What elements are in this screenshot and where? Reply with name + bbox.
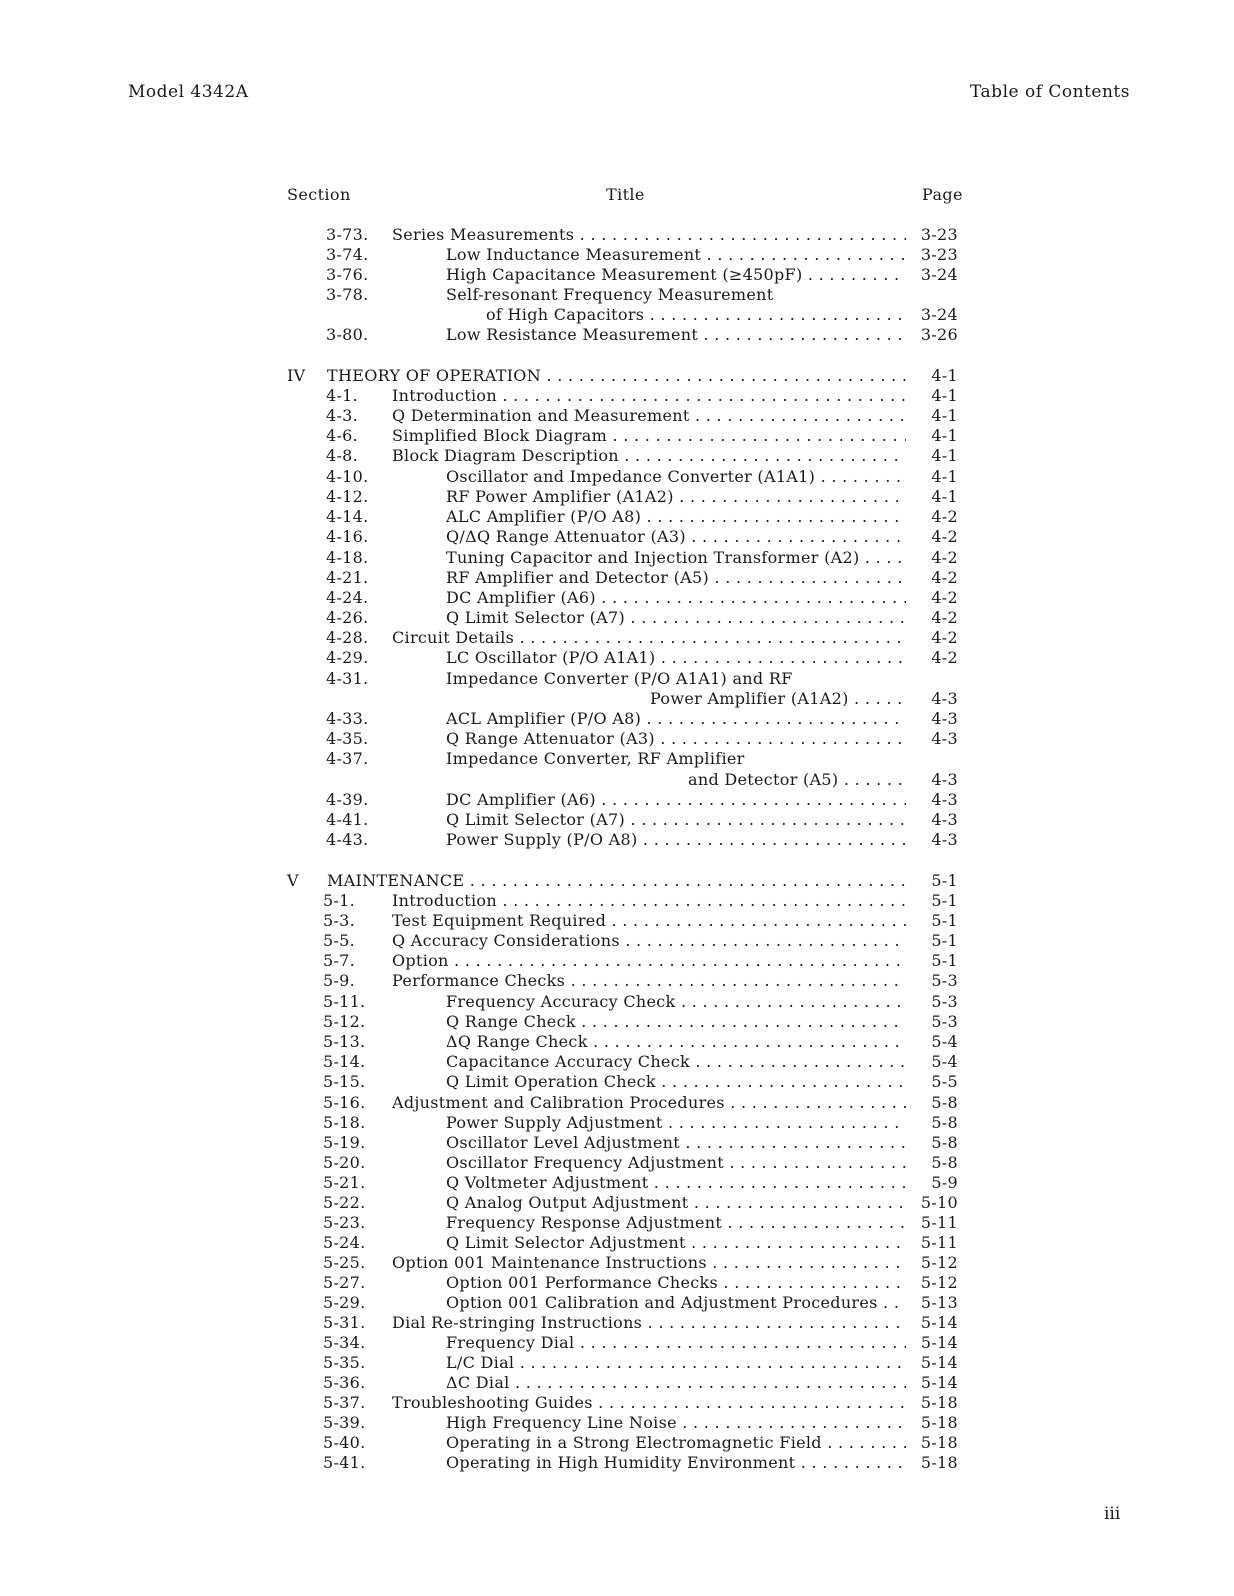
toc-entry-page: 4-2	[931, 527, 958, 546]
toc-entry	[0, 1413, 1234, 1433]
toc-entry-title: Q Voltmeter Adjustment . . .	[446, 1173, 906, 1193]
toc-entry	[0, 749, 1234, 769]
toc-entry-section-roman: IV	[287, 366, 306, 385]
toc-entry-title: Self-resonant Frequency Measurement	[446, 285, 774, 304]
toc-entry	[0, 507, 1234, 527]
toc-entry	[0, 931, 1234, 951]
toc-entry-number: 4-8.	[326, 446, 359, 465]
document-model-header: Model 4342A	[128, 82, 249, 102]
toc-entry-page: 5-12	[920, 1253, 958, 1272]
toc-entry-page: 5-14	[920, 1353, 958, 1372]
toc-entry-number: 5-11.	[323, 992, 366, 1011]
toc-entry	[0, 1293, 1234, 1313]
toc-entry-title: Q Range Attenuator (A3) . . .	[446, 729, 906, 749]
toc-entry	[0, 446, 1234, 466]
toc-entry-title: Series Measurements . . .	[392, 225, 906, 245]
toc-entry-page: 5-14	[920, 1313, 958, 1332]
toc-entry	[0, 1133, 1234, 1153]
toc-entry	[0, 992, 1234, 1012]
toc-entry-page: 4-2	[931, 588, 958, 607]
toc-entry	[0, 648, 1234, 668]
toc-entry-number: 5-22.	[323, 1193, 366, 1212]
toc-entry	[0, 770, 1234, 790]
toc-entry-page: 4-3	[931, 689, 958, 708]
toc-entry-page: 5-10	[920, 1193, 958, 1212]
toc-entry	[0, 951, 1234, 971]
toc-entry	[0, 1273, 1234, 1293]
toc-entry-number: 4-14.	[326, 507, 369, 526]
toc-entry-title: Q Limit Selector (A7) . . .	[446, 608, 906, 628]
toc-entry-page: 4-1	[931, 426, 958, 445]
toc-entry-number: 5-25.	[323, 1253, 366, 1272]
toc-entry-title: Simplified Block Diagram . . .	[392, 426, 906, 446]
toc-entry-page: 5-1	[931, 891, 958, 910]
toc-entry-page: 4-3	[931, 790, 958, 809]
toc-entry-title: Frequency Dial . . .	[446, 1333, 906, 1353]
toc-entry-number: 5-5.	[323, 931, 356, 950]
toc-entry-title: Low Resistance Measurement . . .	[446, 325, 906, 345]
toc-entry-number: 5-24.	[323, 1233, 366, 1252]
toc-entry	[0, 790, 1234, 810]
toc-entry-page: 5-18	[920, 1453, 958, 1472]
toc-entry-title: RF Amplifier and Detector (A5) . . .	[446, 568, 906, 588]
toc-entry-page: 5-8	[931, 1133, 958, 1152]
toc-entry-number: 5-3.	[323, 911, 356, 930]
toc-entry	[0, 1353, 1234, 1373]
toc-entry-title: Q Determination and Measurement . . .	[392, 406, 906, 426]
toc-entry-title: Adjustment and Calibration Procedures . . .	[392, 1093, 906, 1113]
toc-entry-number: 4-12.	[326, 487, 369, 506]
toc-entry	[0, 1173, 1234, 1193]
toc-entry-page: 5-11	[920, 1213, 958, 1232]
toc-entry-page: 4-2	[931, 648, 958, 667]
toc-entry	[0, 245, 1234, 265]
toc-entry	[0, 1032, 1234, 1052]
toc-entry-title: Frequency Response Adjustment . . .	[446, 1213, 906, 1233]
toc-entry-page: 5-1	[931, 931, 958, 950]
toc-entry-page: 5-4	[931, 1032, 958, 1051]
toc-entry	[0, 548, 1234, 568]
toc-entry-page: 3-23	[920, 225, 958, 244]
document-section-header: Table of Contents	[970, 82, 1130, 102]
toc-entry-title: Operating in High Humidity Environment . . .	[446, 1453, 906, 1473]
toc-entry-number: 4-18.	[326, 548, 369, 567]
toc-entry-page: 5-1	[931, 871, 958, 890]
toc-entry-title: Operating in a Strong Electromagnetic Field . . .	[446, 1433, 906, 1453]
toc-entry-page: 4-3	[931, 830, 958, 849]
toc-entry-number: 5-12.	[323, 1012, 366, 1031]
toc-entry	[0, 669, 1234, 689]
toc-entry	[0, 285, 1234, 305]
toc-entry	[0, 911, 1234, 931]
toc-entry-number: 4-35.	[326, 729, 369, 748]
toc-entry	[0, 366, 1234, 386]
toc-entry-title: THEORY OF OPERATION . . .	[327, 366, 906, 386]
toc-entry-page: 5-1	[931, 951, 958, 970]
toc-entry-page: 5-18	[920, 1433, 958, 1452]
toc-entry	[0, 689, 1234, 709]
toc-entry	[0, 628, 1234, 648]
toc-entry-title: LC Oscillator (P/O A1A1) . . .	[446, 648, 906, 668]
toc-entry-number: 5-41.	[323, 1453, 366, 1472]
toc-entry-title: Impedance Converter, RF Amplifier	[446, 749, 745, 768]
toc-entry	[0, 1453, 1234, 1473]
toc-entry-title: ACL Amplifier (P/O A8) . . .	[446, 709, 906, 729]
toc-entry	[0, 467, 1234, 487]
toc-entry	[0, 830, 1234, 850]
toc-entry	[0, 1093, 1234, 1113]
toc-entry-number: 4-10.	[326, 467, 369, 486]
toc-entry	[0, 305, 1234, 325]
page-number: iii	[1104, 1504, 1121, 1524]
toc-entry-number: 4-1.	[326, 386, 359, 405]
toc-entry-title: Frequency Accuracy Check . . .	[446, 992, 906, 1012]
toc-entry	[0, 729, 1234, 749]
toc-entry-number: 5-23.	[323, 1213, 366, 1232]
toc-entry-page: 3-23	[920, 245, 958, 264]
toc-entry-title: Q Limit Selector Adjustment . . .	[446, 1233, 906, 1253]
toc-entry-title: Q Accuracy Considerations . . .	[392, 931, 906, 951]
toc-entry	[0, 588, 1234, 608]
toc-entry-page: 4-2	[931, 608, 958, 627]
toc-entry	[0, 1233, 1234, 1253]
toc-entry-section-roman: V	[287, 871, 299, 890]
toc-entry-title: Introduction . . .	[392, 386, 906, 406]
toc-entry-title: Troubleshooting Guides . . .	[392, 1393, 906, 1413]
toc-entry-title: High Frequency Line Noise . . .	[446, 1413, 906, 1433]
toc-entry	[0, 1393, 1234, 1413]
toc-entry-title: L/C Dial . . .	[446, 1353, 906, 1373]
toc-entry-title: ΔC Dial . . .	[446, 1373, 906, 1393]
toc-entry-number: 5-9.	[323, 971, 356, 990]
toc-entry	[0, 1193, 1234, 1213]
toc-entry-number: 5-13.	[323, 1032, 366, 1051]
toc-entry	[0, 527, 1234, 547]
toc-entry-page: 5-4	[931, 1052, 958, 1071]
toc-entry-title: RF Power Amplifier (A1A2) . . .	[446, 487, 906, 507]
toc-entry-page: 5-1	[931, 911, 958, 930]
toc-entry-number: 5-20.	[323, 1153, 366, 1172]
toc-entry-title: Q/ΔQ Range Attenuator (A3) . . .	[446, 527, 906, 547]
toc-entry-number: 5-21.	[323, 1173, 366, 1192]
toc-entry-number: 5-27.	[323, 1273, 366, 1292]
column-header-section: Section	[287, 185, 351, 204]
toc-entry-page: 4-1	[931, 467, 958, 486]
toc-entry-number: 5-40.	[323, 1433, 366, 1452]
toc-entry-title: Introduction . . .	[392, 891, 906, 911]
toc-entry-page: 5-11	[920, 1233, 958, 1252]
toc-entry-number: 3-78.	[326, 285, 369, 304]
toc-entry-number: 3-74.	[326, 245, 369, 264]
column-header-page: Page	[922, 185, 963, 204]
toc-entry-page: 4-3	[931, 770, 958, 789]
toc-entry-page: 5-8	[931, 1153, 958, 1172]
toc-entry	[0, 1313, 1234, 1333]
toc-entry	[0, 871, 1234, 891]
toc-entry	[0, 971, 1234, 991]
toc-entry-title: Oscillator Frequency Adjustment . . .	[446, 1153, 906, 1173]
toc-entry-page: 5-18	[920, 1413, 958, 1432]
toc-entry-title: Tuning Capacitor and Injection Transformer (A2) . . .	[446, 548, 906, 568]
toc-entry-title: Option 001 Calibration and Adjustment Procedures . . .	[446, 1293, 906, 1313]
toc-entry	[0, 891, 1234, 911]
toc-entry-page: 5-3	[931, 1012, 958, 1031]
toc-entry	[0, 810, 1234, 830]
toc-entry-title: Q Analog Output Adjustment . . .	[446, 1193, 906, 1213]
toc-entry	[0, 487, 1234, 507]
toc-entry	[0, 1333, 1234, 1353]
toc-entry-page: 4-1	[931, 366, 958, 385]
toc-entry-title: ΔQ Range Check . . .	[446, 1032, 906, 1052]
toc-entry-number: 3-80.	[326, 325, 369, 344]
toc-entry-title: Test Equipment Required . . .	[392, 911, 906, 931]
toc-entry	[0, 426, 1234, 446]
toc-entry	[0, 1213, 1234, 1233]
toc-entry-title: and Detector (A5) . . .	[688, 770, 906, 790]
toc-entry-number: 3-73.	[326, 225, 369, 244]
toc-entry	[0, 1153, 1234, 1173]
toc-entry-number: 5-31.	[323, 1313, 366, 1332]
toc-entry-title: Low Inductance Measurement . . .	[446, 245, 906, 265]
toc-entry-page: 4-1	[931, 406, 958, 425]
toc-entry-number: 4-43.	[326, 830, 369, 849]
toc-entry-page: 5-18	[920, 1393, 958, 1412]
toc-entry	[0, 1373, 1234, 1393]
toc-entry	[0, 325, 1234, 345]
toc-entry-number: 4-39.	[326, 790, 369, 809]
toc-entry-number: 5-7.	[323, 951, 356, 970]
toc-entry	[0, 1433, 1234, 1453]
toc-entry-title: Q Limit Selector (A7) . . .	[446, 810, 906, 830]
toc-entry-page: 3-24	[920, 265, 958, 284]
toc-entry-page: 4-2	[931, 568, 958, 587]
toc-entry-title: Option 001 Maintenance Instructions . . .	[392, 1253, 906, 1273]
toc-entry-title: Option . . .	[392, 951, 906, 971]
toc-entry-page: 5-8	[931, 1093, 958, 1112]
toc-entry-title: DC Amplifier (A6) . . .	[446, 790, 906, 810]
toc-entry-page: 4-3	[931, 709, 958, 728]
toc-entry-page: 4-3	[931, 810, 958, 829]
toc-entry-number: 5-34.	[323, 1333, 366, 1352]
toc-entry-title: Option 001 Performance Checks . . .	[446, 1273, 906, 1293]
toc-entry	[0, 1072, 1234, 1092]
toc-entry-title: Oscillator and Impedance Converter (A1A1) . . .	[446, 467, 906, 487]
toc-entry-number: 4-41.	[326, 810, 369, 829]
toc-entry-page: 5-12	[920, 1273, 958, 1292]
toc-entry-number: 4-26.	[326, 608, 369, 627]
toc-entry-number: 4-37.	[326, 749, 369, 768]
toc-entry-number: 4-29.	[326, 648, 369, 667]
toc-entry-title: Power Supply Adjustment . . .	[446, 1113, 906, 1133]
toc-entry-title: Power Amplifier (A1A2) . . .	[650, 689, 906, 709]
toc-entry-number: 5-19.	[323, 1133, 366, 1152]
toc-entry-number: 4-21.	[326, 568, 369, 587]
toc-entry-page: 5-9	[931, 1173, 958, 1192]
toc-entry-page: 4-1	[931, 446, 958, 465]
toc-entry-page: 4-2	[931, 548, 958, 567]
toc-entry-title: Impedance Converter (P/O A1A1) and RF	[446, 669, 793, 688]
toc-entry-number: 4-28.	[326, 628, 369, 647]
toc-entry-number: 4-16.	[326, 527, 369, 546]
toc-entry-page: 4-1	[931, 386, 958, 405]
toc-entry	[0, 386, 1234, 406]
toc-entry-page: 5-8	[931, 1113, 958, 1132]
toc-entry	[0, 1113, 1234, 1133]
toc-entry-title: Oscillator Level Adjustment . . .	[446, 1133, 906, 1153]
toc-entry	[0, 1253, 1234, 1273]
toc-entry-page: 5-3	[931, 971, 958, 990]
toc-entry-title: of High Capacitors . . .	[486, 305, 906, 325]
toc-entry-number: 5-39.	[323, 1413, 366, 1432]
toc-entry-page: 4-2	[931, 628, 958, 647]
toc-entry-page: 3-24	[920, 305, 958, 324]
toc-entry	[0, 225, 1234, 245]
toc-entry-number: 3-76.	[326, 265, 369, 284]
toc-entry-title: Q Limit Operation Check . . .	[446, 1072, 906, 1092]
toc-entry-number: 4-33.	[326, 709, 369, 728]
toc-entry-title: Power Supply (P/O A8) . . .	[446, 830, 906, 850]
column-header-title: Title	[606, 185, 645, 204]
toc-entry-page: 5-14	[920, 1373, 958, 1392]
toc-entry-page: 4-3	[931, 729, 958, 748]
toc-entry-page: 5-3	[931, 992, 958, 1011]
toc-entry-number: 5-18.	[323, 1113, 366, 1132]
toc-entry	[0, 608, 1234, 628]
toc-entry	[0, 265, 1234, 285]
toc-entry-page: 4-2	[931, 507, 958, 526]
toc-entry-number: 4-24.	[326, 588, 369, 607]
toc-entry-title: High Capacitance Measurement (≥450pF) . . .	[446, 265, 906, 285]
toc-entry-page: 3-26	[920, 325, 958, 344]
toc-entry-title: Dial Re-stringing Instructions . . .	[392, 1313, 906, 1333]
toc-entry-number: 5-1.	[323, 891, 356, 910]
toc-entry	[0, 1012, 1234, 1032]
toc-entry-number: 5-36.	[323, 1373, 366, 1392]
toc-entry-number: 4-6.	[326, 426, 359, 445]
toc-entry-title: Circuit Details . . .	[392, 628, 906, 648]
toc-entry-number: 5-29.	[323, 1293, 366, 1312]
toc-entry-page: 4-1	[931, 487, 958, 506]
toc-entry-title: MAINTENANCE . . .	[327, 871, 906, 891]
toc-entry	[0, 709, 1234, 729]
toc-entry-page: 5-5	[931, 1072, 958, 1091]
toc-entry-title: ALC Amplifier (P/O A8) . . .	[446, 507, 906, 527]
toc-entry	[0, 568, 1234, 588]
toc-entry-number: 4-3.	[326, 406, 359, 425]
toc-entry-page: 5-14	[920, 1333, 958, 1352]
toc-entry-number: 4-31.	[326, 669, 369, 688]
toc-entry-title: Performance Checks . . .	[392, 971, 906, 991]
toc-entry-number: 5-35.	[323, 1353, 366, 1372]
toc-entry	[0, 1052, 1234, 1072]
toc-entry	[0, 406, 1234, 426]
toc-entry-title: Block Diagram Description . . .	[392, 446, 906, 466]
toc-entry-number: 5-14.	[323, 1052, 366, 1071]
toc-entry-number: 5-16.	[323, 1093, 366, 1112]
toc-entry-number: 5-15.	[323, 1072, 366, 1091]
toc-entry-title: Q Range Check . . .	[446, 1012, 906, 1032]
toc-entry-page: 5-13	[920, 1293, 958, 1312]
toc-entry-title: Capacitance Accuracy Check . . .	[446, 1052, 906, 1072]
toc-entry-title: DC Amplifier (A6) . . .	[446, 588, 906, 608]
toc-entry-number: 5-37.	[323, 1393, 366, 1412]
